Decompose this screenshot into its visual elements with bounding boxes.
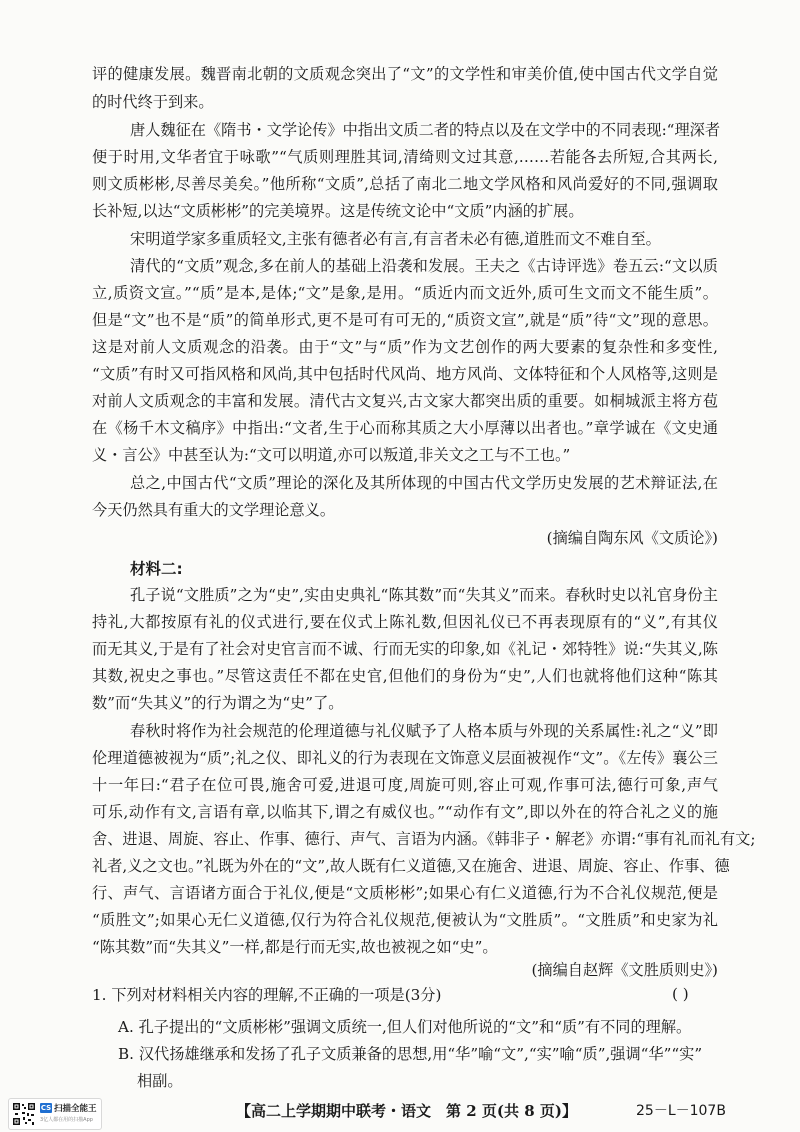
text-line: 总之,中国古代“文质”理论的深化及其所体现的中国古代文学历史发展的艺术辩证法,在 (130, 474, 718, 492)
text-line: 十一年曰:“君子在位可畏,施舍可爱,进退可度,周旋可则,容止可观,作事可法,德行可象,声气 (92, 776, 718, 794)
text-line: 评的健康发展。魏晋南北朝的文质观念突出了“文”的文学性和审美价值,使中国古代文学自觉 (92, 65, 718, 83)
answer-blank[interactable]: ( ) (672, 985, 689, 1003)
section-heading: 材料二: (130, 560, 183, 578)
option-a: A. 孔子提出的“文质彬彬”强调文质统一,但人们对他所说的“文”和“质”有不同的理解。 (118, 1018, 692, 1036)
source-citation: (摘编自赵辉《文胜质则史》) (531, 961, 718, 979)
page-footer (236, 1100, 736, 1121)
text-line: “文质”有时又可指风格和风尚,其中包括时代风尚、地方风尚、文体特征和个人风格等,这则是 (92, 365, 718, 383)
option-b: B. 汉代扬雄继承和发扬了孔子文质兼备的思想,用“华”喻“文”,“实”喻“质”,强调“华”“实” (118, 1045, 703, 1063)
text-line: 在《杨千木文稿序》中指出:“文者,生于心而称其质之大小厚薄以出者也。”章学诚在《文史通 (92, 419, 718, 437)
text-line: “质胜文”;如果心无仁义道德,仅行为符合礼仪规范,便被认为“文胜质”。“文胜质”和史家为礼 (92, 911, 718, 929)
camscanner-tagline: 3亿人都在用的扫描App (40, 1117, 93, 1123)
qr-code-icon (12, 1102, 36, 1126)
text-line: 清代的“文质”观念,多在前人的基础上沿袭和发展。王夫之《古诗评选》卷五云:“文以质 (130, 257, 718, 275)
text-line: 春秋时将作为社会规范的伦理道德与礼仪赋予了人格本质与外现的关系属性:礼之“义”即 (130, 722, 718, 740)
text-line: 唐人魏征在《隋书・文学论传》中指出文质二者的特点以及在文学中的不同表现:“理深者 (130, 121, 721, 139)
text-line: 对前人文质观念的丰富和发展。清代古文复兴,古文家大都突出质的重要。如桐城派主将方苞 (92, 392, 718, 410)
text-line: 便于时用,文华者宜于咏歌”“气质则理胜其词,清绮则文过其意,……若能各去所短,合其两长, (92, 148, 718, 166)
text-line: 义・言公》中甚至认为:“文可以明道,亦可以叛道,非关文之工与不工也。” (92, 446, 571, 464)
exam-code: 25－L－107B (636, 1103, 726, 1119)
camscanner-name: 扫描全能王 (54, 1104, 97, 1114)
source-citation: (摘编自陶东风《文质论》) (546, 529, 718, 547)
text-line: 其数,祝史之事也。”尽管这责任不都在史官,但他们的身份为“史”,人们也就将他们这种“陈其 (92, 667, 718, 685)
text-line: 宋明道学家多重质轻文,主张有德者必有言,有言者未必有德,道胜而文不难自至。 (130, 230, 661, 248)
camscanner-logo: CS (40, 1104, 52, 1112)
text-line: 孔子说“文胜质”之为“史”,实由史典礼“陈其数”而“失其义”而来。春秋时史以礼官身份主 (130, 586, 718, 604)
text-line: “陈其数”而“失其义”一样,都是行而无实,故也被视之如“史”。 (92, 938, 498, 956)
question-stem: 1. 下列对材料相关内容的理解,不正确的一项是(3分) (92, 986, 442, 1004)
camscanner-badge (8, 1098, 102, 1130)
text-line: 而无其义,于是有了社会对史官言而不诚、行而无实的印象,如《礼记・郊特牲》说:“失其义,陈 (92, 640, 718, 658)
text-line: 数”而“失其义”的行为谓之为“史”了。 (92, 694, 344, 712)
footer-title: 【高二上学期期中联考・语文 第 2 页(共 8 页)】 (236, 1102, 577, 1120)
text-line: 的时代终于到来。 (92, 93, 214, 111)
text-line: 舍、进退、周旋、容止、作事、德行、声气、言语为内涵。《韩非子・解老》亦谓:“事有礼而礼有文; (92, 830, 756, 848)
text-line: 持礼,大都按原有礼的仪式进行,要在仪式上陈礼数,但因礼仪已不再表现原有的“义”,有其仪 (92, 613, 718, 631)
option-b-continued: 相副。 (137, 1072, 183, 1090)
text-line: 今天仍然具有重大的文学理论意义。 (92, 501, 335, 519)
text-line: 则文质彬彬,尽善尽美矣。”他所称“文质”,总括了南北二地文学风格和风尚爱好的不同,强调取 (92, 175, 718, 193)
text-line: 礼者,义之文也。”礼既为外在的“文”,故人既有仁义道德,又在施舍、进退、周旋、容止、作事、德 (92, 857, 730, 875)
text-line: 行、声气、言语诸方面合于礼仪,便是“文质彬彬”;如果心有仁义道德,行为不合礼仪规范,便是 (92, 884, 718, 902)
text-line: 长补短,以达“文质彬彬”的完美境界。这是传统文论中“文质”内涵的扩展。 (92, 202, 584, 220)
text-line: 立,质资文宣。”“质”是本,是体;“文”是象,是用。“质近内而文近外,质可生文而文不能生质”。 (92, 284, 718, 302)
text-line: 伦理道德被视为“质”;礼之仪、即礼义的行为表现在文饰意义层面被视作“文”。《左传》襄公三 (92, 749, 718, 767)
text-line: 但是“文”也不是“质”的简单形式,更不是可有可无的,“质资文宣”,就是“质”待“文”现的意思。 (92, 311, 718, 329)
text-line: 可乐,动作有文,言语有章,以临其下,谓之有威仪也。”“动作有文”,即以外在的符合礼之义的施 (92, 803, 718, 821)
text-line: 这是对前人文质观念的沿袭。由于“文”与“质”作为文艺创作的两大要素的复杂性和多变性, (92, 338, 718, 356)
